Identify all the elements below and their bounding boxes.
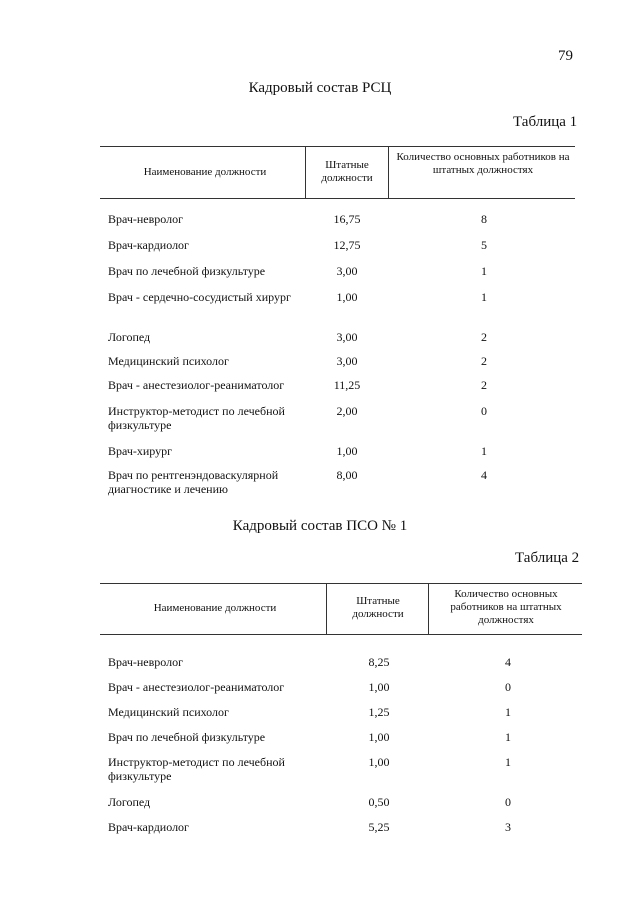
position-name-cell: Логопед	[108, 795, 151, 809]
position-name-cell: Логопед	[108, 330, 151, 344]
staff-positions-cell: 1,25	[368, 705, 390, 719]
header-workers-count: Количество основных работников на штатных должностях	[396, 151, 570, 176]
table-caption-2: Таблица 2	[515, 550, 580, 566]
workers-count-cell: 1	[505, 730, 511, 744]
workers-count-cell: 3	[505, 820, 511, 834]
staff-positions-cell: 1,00	[368, 755, 390, 769]
workers-count-cell: 2	[481, 330, 487, 344]
staff-positions-cell: 5,25	[368, 820, 390, 834]
workers-count-cell: 1	[505, 705, 511, 719]
position-name-cell: Врач по лечебной физкультуре	[108, 730, 266, 744]
staff-positions-cell: 1,00	[368, 730, 390, 744]
staff-positions-cell: 8,00	[336, 468, 358, 482]
table-top-rule	[100, 583, 582, 584]
column-divider	[428, 583, 429, 634]
position-name-cell: Врач-кардиолог	[108, 820, 189, 834]
position-name-cell: Медицинский психолог	[108, 705, 229, 719]
position-name-cell: Врач-невролог	[108, 212, 184, 226]
workers-count-cell: 1	[481, 444, 487, 458]
workers-count-cell: 2	[481, 378, 487, 392]
position-name-cell: Врач по рентгенэндоваскулярной диагностике и лечению	[108, 468, 279, 496]
header-staff-positions: Штатные должности	[321, 159, 373, 184]
table-header-rule	[100, 634, 582, 635]
header-position: Наименование должности	[153, 602, 277, 614]
position-name-cell: Инструктор-методист по лечебной физкультуре	[108, 404, 285, 432]
position-name-cell: Инструктор-методист по лечебной физкультуре	[108, 755, 285, 783]
workers-count-cell: 8	[481, 212, 487, 226]
workers-count-cell: 4	[505, 655, 511, 669]
staff-positions-cell: 16,75	[333, 212, 361, 226]
position-name-cell: Врач по лечебной физкультуре	[108, 264, 266, 278]
section-title-rsc: Кадровый состав РСЦ	[248, 80, 392, 96]
staff-positions-cell: 8,25	[368, 655, 390, 669]
workers-count-cell: 0	[481, 404, 487, 418]
workers-count-cell: 1	[505, 755, 511, 769]
workers-count-cell: 0	[505, 680, 511, 694]
section-title-pso: Кадровый состав ПСО № 1	[232, 518, 408, 534]
staff-positions-cell: 3,00	[336, 354, 358, 368]
position-name-cell: Врач - сердечно-сосудистый хирург	[108, 290, 291, 304]
staff-positions-cell: 1,00	[336, 290, 358, 304]
position-name-cell: Врач - анестезиолог-реаниматолог	[108, 378, 285, 392]
workers-count-cell: 4	[481, 468, 487, 482]
workers-count-cell: 2	[481, 354, 487, 368]
workers-count-cell: 1	[481, 290, 487, 304]
position-name-cell: Медицинский психолог	[108, 354, 229, 368]
staff-positions-cell: 1,00	[336, 444, 358, 458]
workers-count-cell: 1	[481, 264, 487, 278]
staff-positions-cell: 11,25	[333, 378, 361, 392]
staff-positions-cell: 3,00	[336, 264, 358, 278]
header-workers-count: Количество основных работников на штатных должностях	[450, 588, 562, 626]
position-name-cell: Врач-кардиолог	[108, 238, 189, 252]
staff-positions-cell: 1,00	[368, 680, 390, 694]
workers-count-cell: 5	[481, 238, 487, 252]
staff-positions-cell: 2,00	[336, 404, 358, 418]
table-caption-1: Таблица 1	[513, 114, 578, 130]
staff-positions-cell: 0,50	[368, 795, 390, 809]
staff-positions-cell: 3,00	[336, 330, 358, 344]
position-name-cell: Врач-невролог	[108, 655, 184, 669]
header-staff-positions: Штатные должности	[352, 595, 404, 620]
staff-positions-cell: 12,75	[333, 238, 361, 252]
position-name-cell: Врач - анестезиолог-реаниматолог	[108, 680, 285, 694]
position-name-cell: Врач-хирург	[108, 444, 173, 458]
workers-count-cell: 0	[505, 795, 511, 809]
header-position: Наименование должности	[143, 166, 267, 178]
column-divider	[326, 583, 327, 634]
page-number: 79	[558, 48, 573, 64]
